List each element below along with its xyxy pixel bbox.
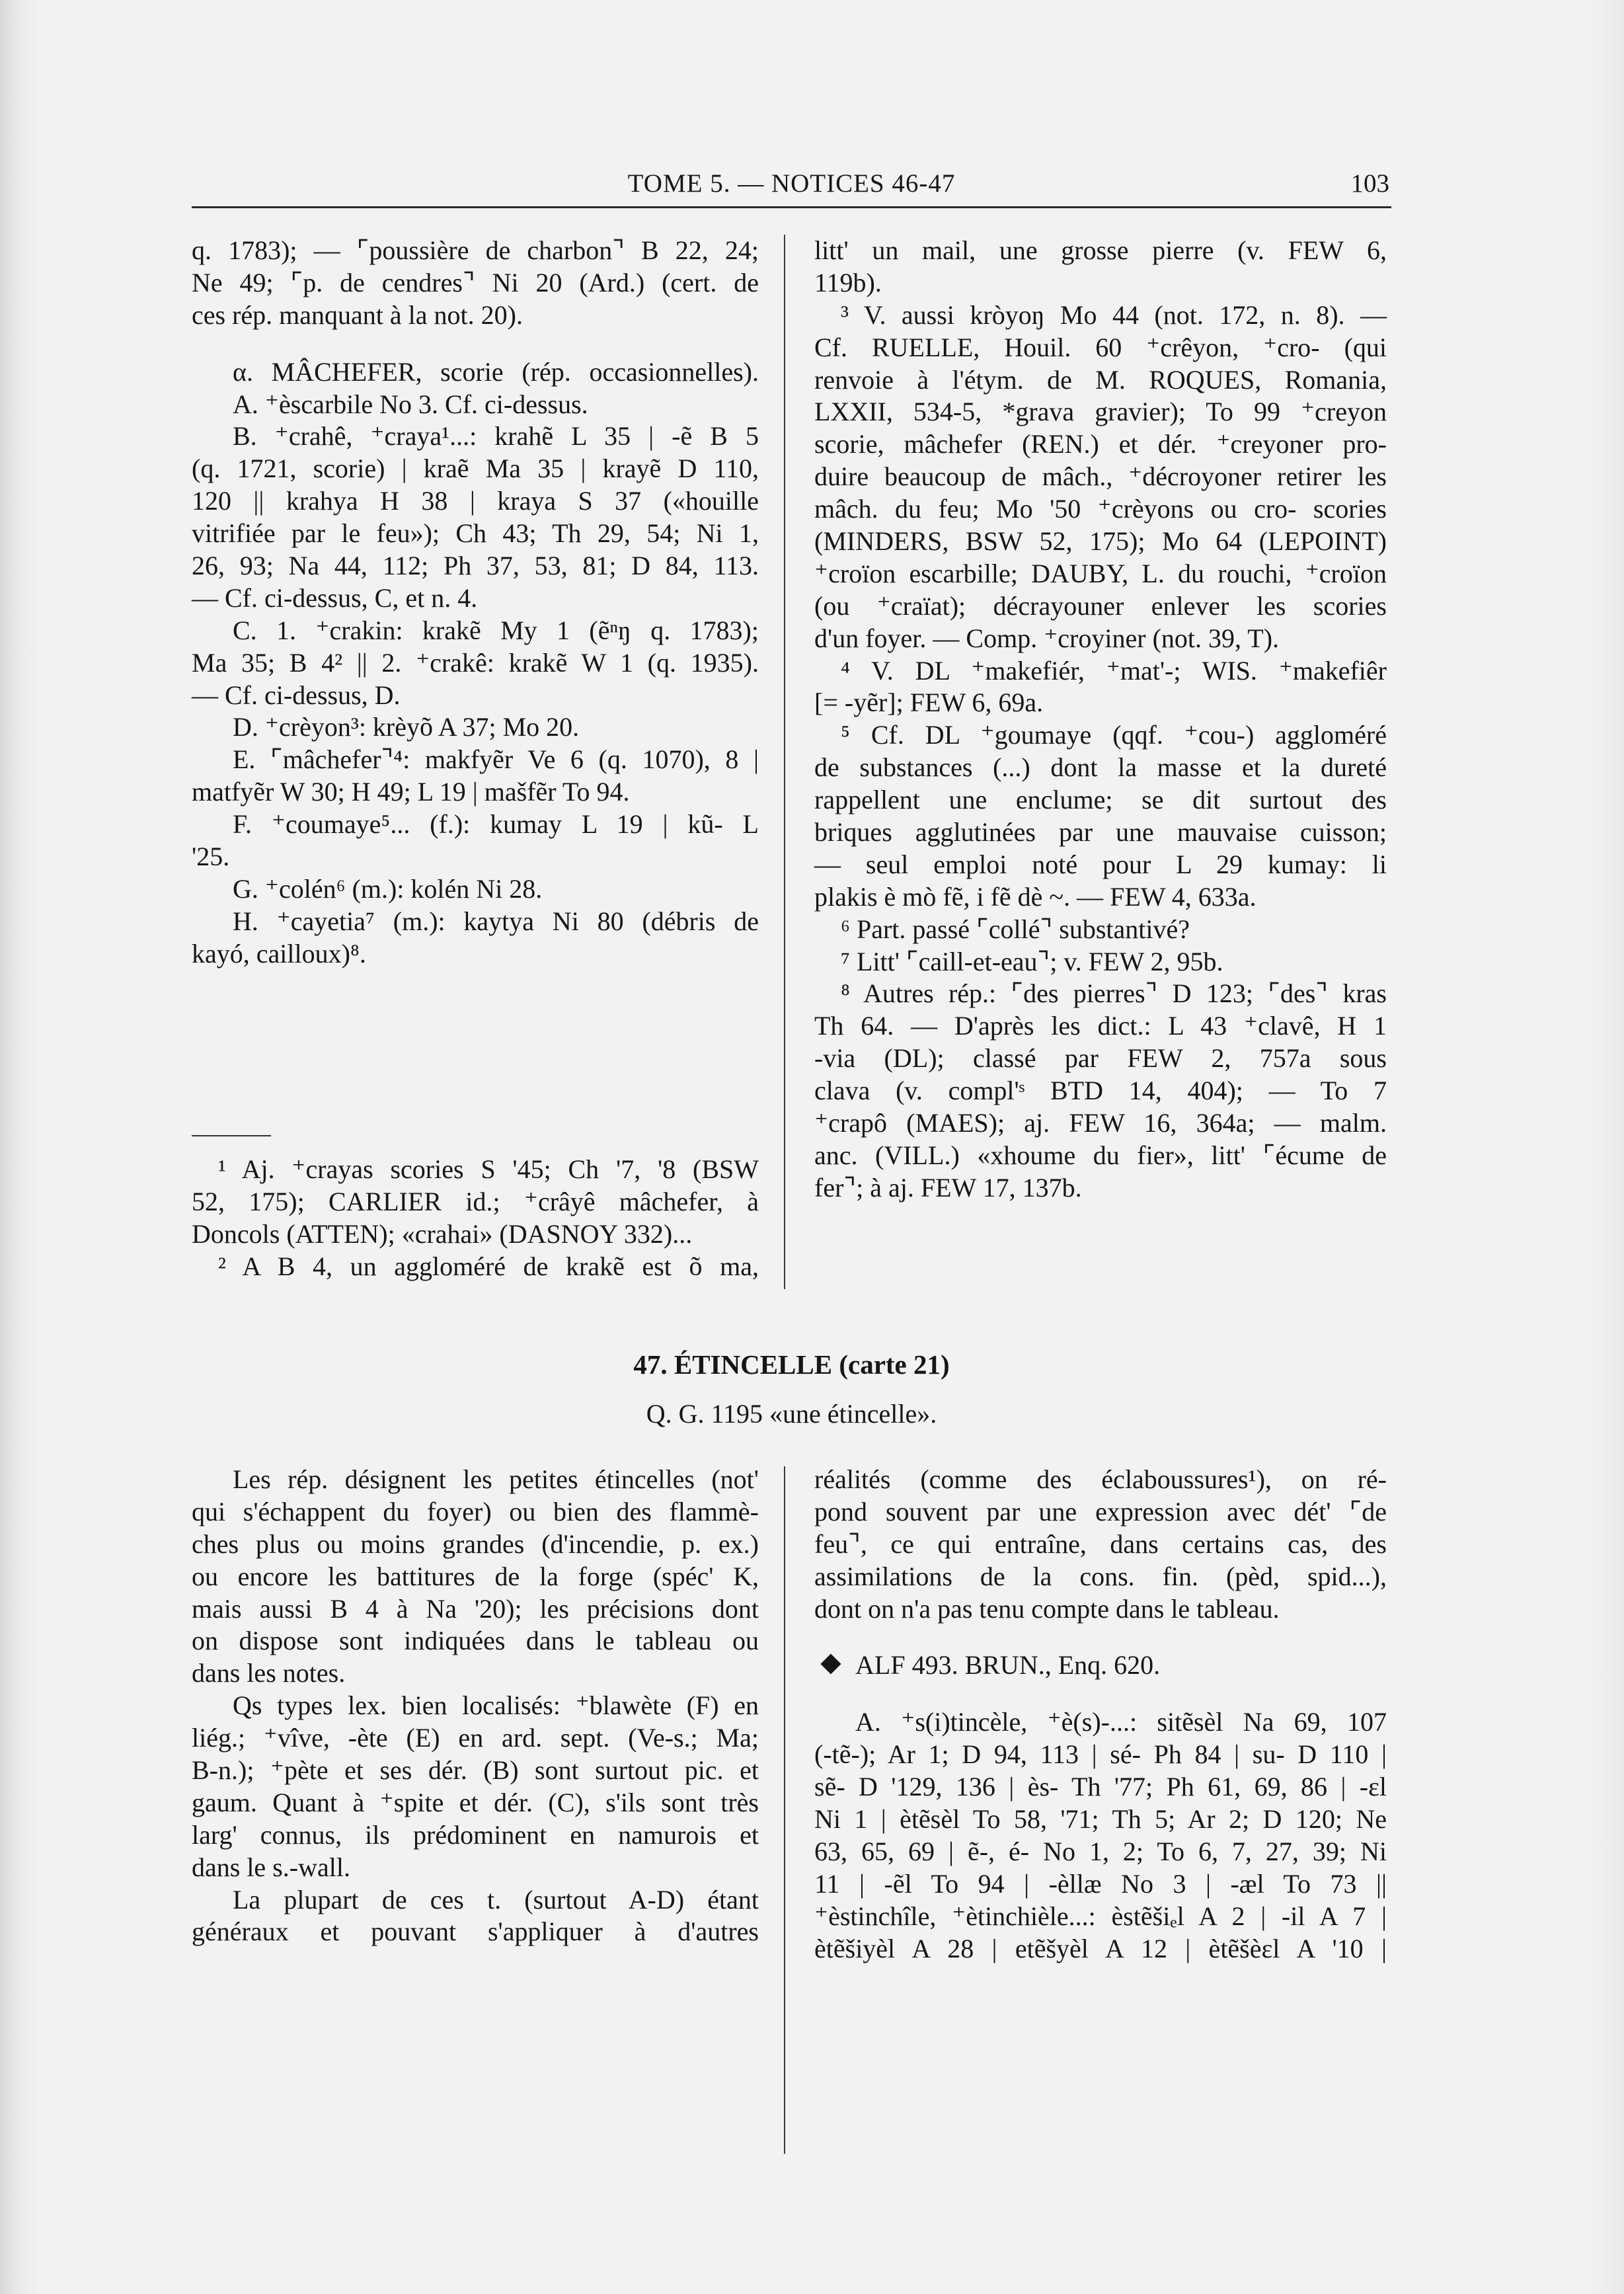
text-line: mâch. du feu; Mo '50 ⁺crèyons ou cro- scories: [814, 494, 1387, 524]
text-line: ⁶ Part. passé ⌜collé⌝ substantivé?: [841, 914, 1190, 944]
text-line: vitrifiée par le feu»); Ch 43; Th 29, 54; Ni 1,: [192, 518, 759, 549]
text-line: ches plus ou moins grandes (d'incendie, p. ex.): [192, 1528, 759, 1559]
column-divider: [784, 235, 785, 1289]
text-line: clava (v. compl'ˢ BTD 14, 404); — To 7: [814, 1076, 1387, 1106]
text-line: dans les notes.: [192, 1658, 346, 1688]
footnote-line: 52, 175); CARLIER id.; ⁺crâyê mâchefer, à: [192, 1186, 759, 1216]
text-line: litt' un mail, une grosse pierre (v. FEW 6,: [814, 235, 1387, 265]
blank-line: [192, 332, 759, 356]
diamond-bullet-icon: [820, 1654, 841, 1675]
section-title: 47. ÉTINCELLE (carte 21): [633, 1349, 950, 1380]
text-line: scorie, mâchefer (REN.) et dér. ⁺creyoner pro-: [814, 429, 1387, 459]
text-line: 119b).: [814, 267, 882, 297]
text-line: La plupart de ces t. (surtout A-D) étant: [233, 1884, 759, 1915]
text-line: on dispose sont indiquées dans le tableau ou: [192, 1626, 759, 1656]
text-line: fer⌝; à aj. FEW 17, 137b.: [814, 1172, 1082, 1203]
text-line: C. 1. ⁺crakin: krakẽ My 1 (ẽⁿŋ q. 1783);: [233, 615, 759, 645]
text-line: LXXII, 534-5, *grava gravier); To 99 ⁺creyon: [814, 397, 1387, 427]
text-line: G. ⁺colén⁶ (m.): kolén Ni 28.: [233, 873, 543, 904]
column-divider: [784, 1466, 785, 2154]
text-line: ⁷ Litt' ⌜caill-et-eau⌝; v. FEW 2, 95b.: [841, 946, 1223, 976]
text-line: duire beaucoup de mâch., ⁺décroyoner retirer les: [814, 461, 1387, 492]
text-line: pond souvent par une expression avec dét' ⌜de: [814, 1496, 1387, 1526]
text-line: sẽ- D '129, 136 | ès- Th '77; Ph 61, 69, 86 | -ɛl: [814, 1772, 1387, 1802]
text-line: kayó, cailloux)⁸.: [192, 938, 366, 969]
top-left-footnotes: [192, 1154, 759, 1283]
text-line: Les rép. désignent les petites étincelles (not': [233, 1464, 759, 1494]
text-line: q. 1783); — ⌜poussière de charbon⌝ B 22, 24;: [192, 235, 759, 265]
text-line: ou encore les battitures de la forge (spéc' K,: [192, 1561, 759, 1591]
text-line: réalités (comme des éclaboussures¹), on ré-: [814, 1464, 1387, 1494]
text-line: 11 | -ẽl To 94 | -èllæ No 3 | -æl To 73 ||: [814, 1868, 1387, 1899]
text-line: mais aussi B 4 à Na '20); les précisions dont: [192, 1593, 759, 1624]
footnote-rule: [192, 1135, 271, 1136]
text-line: rappellent une enclume; se dit surtout des: [814, 785, 1387, 815]
text-line: ⁸ Autres rép.: ⌜des pierres⌝ D 123; ⌜des⌝ kras: [841, 978, 1387, 1009]
footnote-line: ² A B 4, un aggloméré de krakẽ est õ ma,: [218, 1251, 759, 1281]
bottom-left-column: [192, 1464, 759, 1948]
text-line: 120 || krahya H 38 | kraya S 37 («houille: [192, 486, 759, 516]
text-line: — Cf. ci-dessus, D.: [192, 680, 401, 710]
text-line: Ni 1 | ètẽsèl To 58, '71; Th 5; Ar 2; D 120; Ne: [814, 1804, 1387, 1835]
blank-line: [814, 1625, 1387, 1649]
text-line: liég.; ⁺vîve, -ète (E) en ard. sept. (Ve-s.; Ma;: [192, 1723, 759, 1753]
text-line: assimilations de la cons. fin. (pèd, spid...),: [814, 1561, 1387, 1591]
text-line: H. ⁺cayetia⁷ (m.): kaytya Ni 80 (débris de: [233, 906, 759, 936]
footnote-line: ¹ Aj. ⁺crayas scories S '45; Ch '7, '8 (BSW: [218, 1154, 759, 1184]
text-line: renvoie à l'étym. de M. ROQUES, Romania,: [814, 364, 1387, 395]
top-right-column: [814, 235, 1387, 1205]
running-header: TOME 5. — NOTICES 46-47: [627, 169, 956, 198]
text-line: briques agglutinées par une mauvaise cuisson;: [814, 817, 1387, 848]
blank-line: [814, 1682, 1387, 1706]
text-line: ⁺crapô (MAES); aj. FEW 16, 364a; — malm.: [814, 1108, 1387, 1138]
header-rule: [192, 206, 1391, 208]
text-line: A. ⁺s(i)tincèle, ⁺è(s)-...: sitẽsèl Na 69, 107: [855, 1707, 1387, 1737]
text-line: feu⌝, ce qui entraîne, dans certains cas, des: [814, 1528, 1387, 1559]
text-line: 26, 93; Na 44, 112; Ph 37, 53, 81; D 84, 113.: [192, 551, 759, 581]
text-line: dont on n'a pas tenu compte dans le tableau.: [814, 1593, 1280, 1624]
text-line: (q. 1721, scorie) | kraẽ Ma 35 | krayẽ D 110,: [192, 454, 759, 484]
alf-reference: ALF 493. BRUN., Enq. 620.: [855, 1650, 1161, 1681]
text-line: gaum. Quant à ⁺spite et dér. (C), s'ils sont très: [192, 1787, 759, 1817]
text-line: 63, 65, 69 | ẽ-, é- No 1, 2; To 6, 7, 27, 39; Ni: [814, 1836, 1387, 1866]
text-line: Th 64. — D'après les dict.: L 43 ⁺clavê, H 1: [814, 1011, 1387, 1041]
text-line: — Cf. ci-dessus, C, et n. 4.: [192, 582, 478, 613]
text-line: [= -yẽr]; FEW 6, 69a.: [814, 688, 1044, 718]
text-line: α. MÂCHEFER, scorie (rép. occasionnelles).: [233, 356, 759, 387]
text-line: anc. (VILL.) «xhoume du fier», litt' ⌜écume de: [814, 1140, 1387, 1170]
text-line: '25.: [192, 842, 230, 872]
top-left-column: [192, 235, 759, 970]
text-line: généraux et pouvant s'appliquer à d'autres: [192, 1917, 759, 1947]
text-line: (MINDERS, BSW 52, 175); Mo 64 (LEPOINT): [814, 526, 1387, 557]
page-number: 103: [1350, 169, 1389, 198]
text-line: ces rép. manquant à la not. 20).: [192, 299, 523, 330]
text-line: B-n.); ⁺pète et ses dér. (B) sont surtout pic. et: [192, 1755, 759, 1786]
text-line: ⁺èstinchîle, ⁺ètinchièle...: èstẽšiₑl A 2 | -il A 7 |: [814, 1901, 1387, 1931]
text-line: Qs types lex. bien localisés: ⁺blawète (F) en: [233, 1690, 759, 1721]
text-line: A. ⁺èscarbile No 3. Cf. ci-dessus.: [233, 389, 588, 419]
text-line: d'un foyer. — Comp. ⁺croyiner (not. 39, T).: [814, 623, 1280, 653]
text-line: ⁺croïon escarbille; DAUBY, L. du rouchi, ⁺croïon: [814, 558, 1387, 588]
text-line: (-tẽ-); Ar 1; D 94, 113 | sé- Ph 84 | su- D 110 |: [814, 1739, 1387, 1770]
text-line: ètẽšiyèl A 28 | etẽšyèl A 12 | ètẽšèɛl A '10 |: [814, 1933, 1387, 1963]
text-line: larg' connus, ils prédominent en namurois et: [192, 1819, 759, 1850]
text-line: plakis è mò fẽ, i fẽ dè ~. — FEW 4, 633a.: [814, 881, 1257, 912]
text-line: Ne 49; ⌜p. de cendres⌝ Ni 20 (Ard.) (cert. de: [192, 267, 759, 297]
text-line: D. ⁺crèyon³: krèyõ A 37; Mo 20.: [233, 712, 580, 742]
alf-reference-line: [814, 1649, 1387, 1682]
text-line: B. ⁺crahê, ⁺craya¹...: krahẽ L 35 | -ẽ B 5: [233, 421, 759, 452]
text-line: F. ⁺coumaye⁵... (f.): kumay L 19 | kũ- L: [233, 809, 759, 840]
text-line: ³ V. aussi kròyoŋ Mo 44 (not. 172, n. 8). —: [841, 299, 1387, 330]
text-line: Ma 35; B 4² || 2. ⁺crakê: krakẽ W 1 (q. 1935).: [192, 647, 759, 678]
footnote-line: Doncols (ATTEN); «crahai» (DASNOY 332)...: [192, 1218, 693, 1249]
text-line: — seul emploi noté pour L 29 kumay: li: [814, 849, 1387, 879]
text-line: de substances (...) dont la masse et la dureté: [814, 752, 1387, 783]
text-line: -via (DL); classé par FEW 2, 757a sous: [814, 1043, 1387, 1074]
text-line: ⁵ Cf. DL ⁺goumaye (qqf. ⁺cou-) aggloméré: [841, 720, 1387, 750]
text-line: ⁴ V. DL ⁺makefiér, ⁺mat'-; WIS. ⁺makefiêr: [841, 655, 1387, 686]
text-line: Cf. RUELLE, Houil. 60 ⁺crêyon, ⁺cro- (qui: [814, 332, 1387, 362]
bottom-right-column: [814, 1464, 1387, 1965]
text-line: E. ⌜mâchefer⌝⁴: makfyẽr Ve 6 (q. 1070), 8 |: [233, 744, 759, 775]
text-line: dans le s.-wall.: [192, 1852, 350, 1882]
text-line: matfyẽr W 30; H 49; L 19 | mašfẽr To 94.: [192, 777, 630, 807]
section-subtitle: Q. G. 1195 «une étincelle».: [646, 1399, 937, 1429]
text-line: qui s'échappent du foyer) ou bien des flammè-: [192, 1496, 759, 1526]
text-line: (ou ⁺craïat); décrayouner enlever les scories: [814, 590, 1387, 621]
